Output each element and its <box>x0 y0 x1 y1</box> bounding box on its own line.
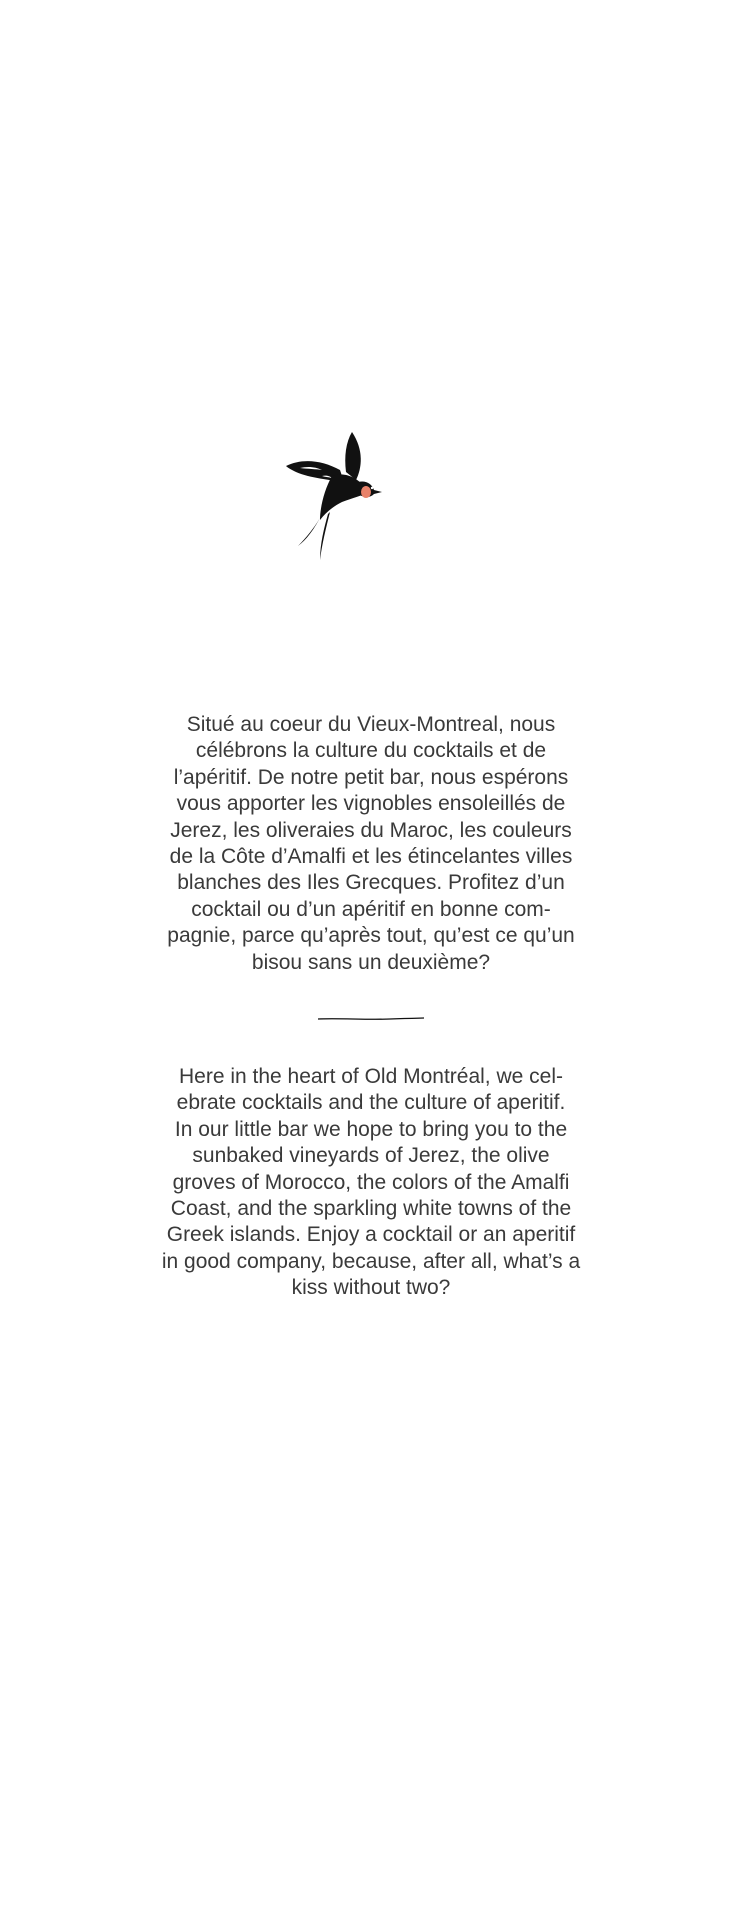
intro-text-english: Here in the heart of Old Montréal, we cel- ebrate cocktails and the culture of aperitif. In our little bar we hope to bring you to the sunbaked vineyards of Jerez, the olive groves of Morocco, the colors of the Amalfi Coast, and the sparkling white towns of the Greek islands. Enjoy a cocktail or an aperitif in good company, because, after all, what’s a kiss without two? <box>161 1065 581 1300</box>
section-divider <box>318 1016 424 1022</box>
swallow-upper-wing <box>345 432 361 480</box>
intro-text-french: Situé au coeur du Vieux-Montreal, nous célébrons la culture du cocktails et de l’apéritif. De notre petit bar, nous espérons vous apporter les vignobles ensoleillés de Jerez, les oliveraies du Maroc, les couleurs de la Côte d’Amalfi et les étincelantes villes blanches des Iles Grecques. Profitez d’un cocktail ou d’un apéritif en bonne com- pagnie, parce qu’après tout, qu’est ce qu’un bisou sans un deuxième? <box>167 713 575 974</box>
swallow-tail <box>298 514 322 546</box>
swallow-throat <box>361 486 371 498</box>
swallow-icon <box>286 432 390 560</box>
swallow-body <box>320 475 368 520</box>
